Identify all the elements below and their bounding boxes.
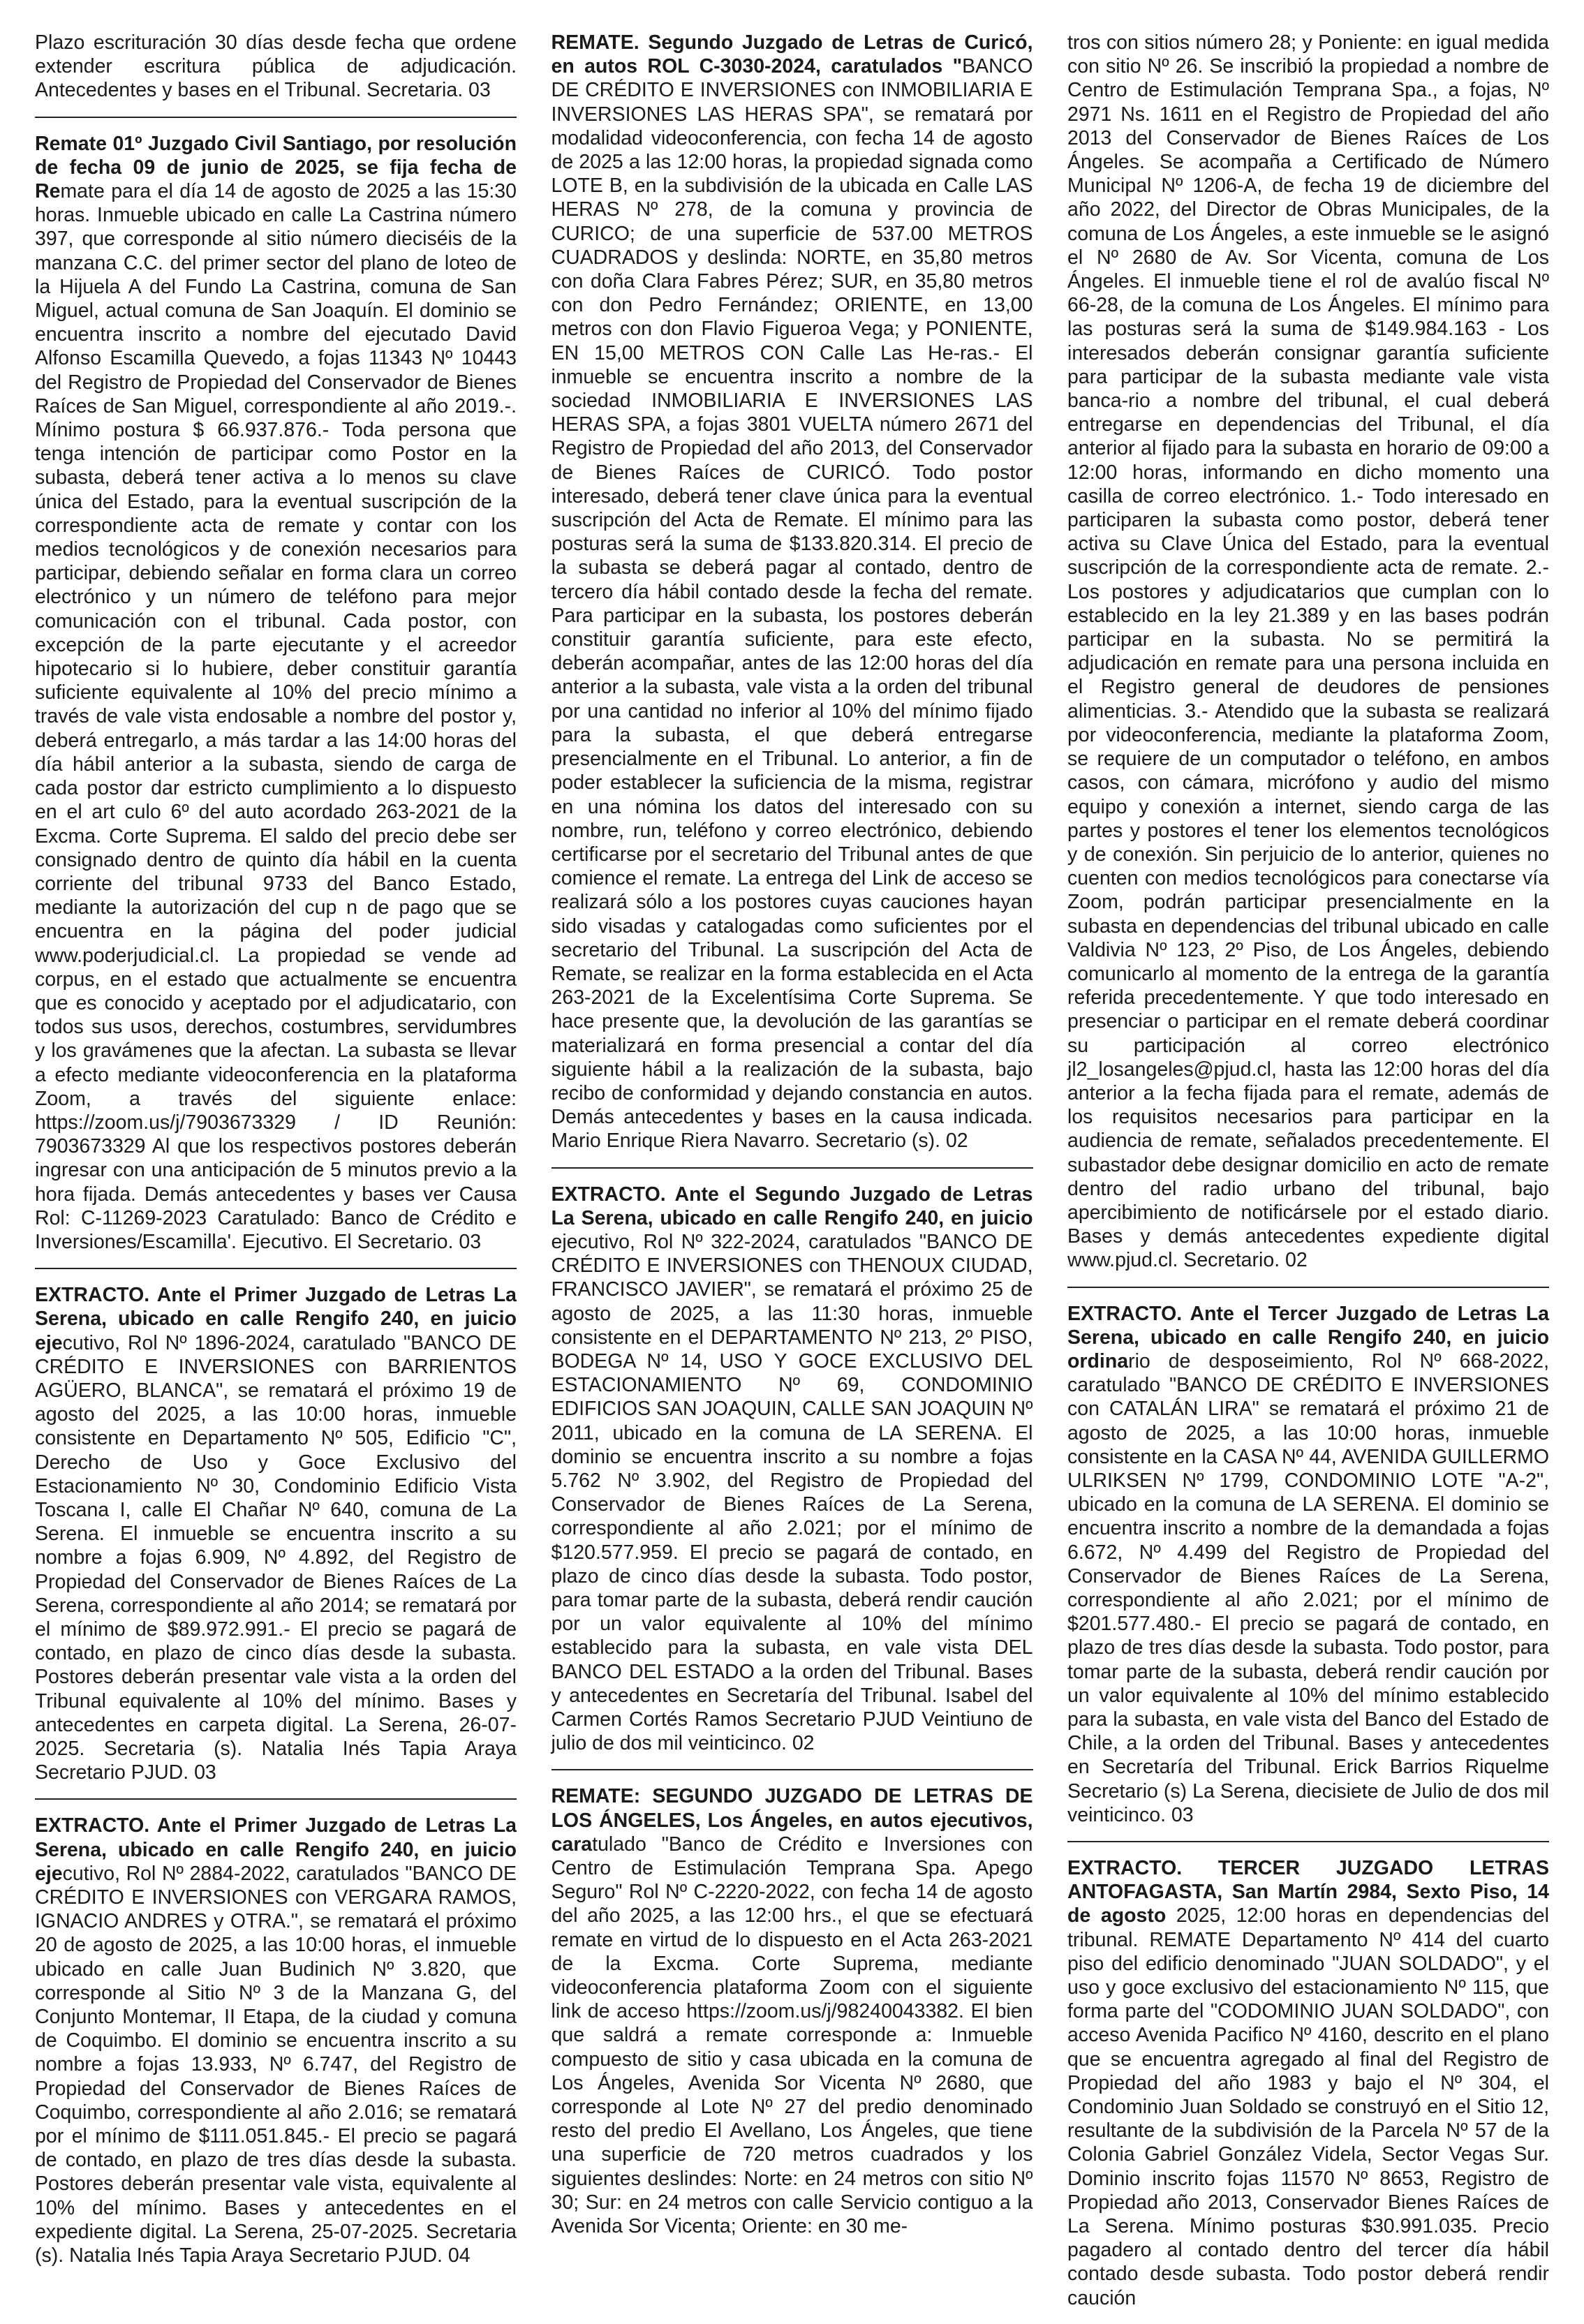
notice-extracto-primer-juzgado-1 [35, 1268, 517, 1798]
notice-remate-curico [552, 31, 1033, 1167]
notice-heading: EXTRACTO. Ante el Tercer Juzgado de Letras La Serena, ubicado en calle Rengifo 240, en juicio ordina [1067, 1302, 1549, 1372]
notice-body: BANCO DE CRÉDITO E INVERSIONES con INMOBILIARIA E INVERSIONES LAS HERAS SPA", se rematará por modalidad videoconferencia, con fecha 14 de agosto de 2025 a las 12:00 horas, la propiedad signada como LOTE B, en la subdivisión de la ubicada en Calle LAS HERAS Nº 278, de la comuna y provincia de CURICO; de una superficie de 537.00 METROS CUADRADOS y deslinda: NORTE, en 35,80 metros con doña Clara Fabres Pérez; SUR, en 35,80 metros con don Pedro Fernández; ORIENTE, en 13,00 metros con don Flavio Figueroa Vega; y PONIENTE, EN 15,00 METROS CON Calle Las He-ras.- El inmueble se encuentra inscrito a nombre de la sociedad INMOBILIARIA E INVERSIONES LAS HERAS SPA, a fojas 3801 VUELTA número 2671 del Registro de Propiedad del año 2013, del Conservador de Bienes Raíces de CURICÓ. Todo postor interesado, deberá tener clave única para la eventual suscripción del Acta de Remate. El mínimo para las posturas será la suma de $133.820.314. El precio de la subasta se deberá pagar al contado, dentro de tercero día hábil contado desde la fecha del remate. Para participar en la subasta, los postores deberán constituir garantía suficiente, para este efecto, deberán acompañar, antes de las 12:00 horas del día anterior a la subasta, vale vista a la orden del tribunal por una cantidad no inferior al 10% del mínimo fijado para la subasta, el que deberá entregarse presencialmente en el Tribunal. Lo anterior, a fin de poder establecer la suficiencia de la misma, registrar en una nómina los datos del interesado con su nombre, run, teléfono y correo electrónico, debiendo certificarse por el secretario del Tribunal antes de que comience el remate. La entrega del Link de acceso se realizará sólo a los postores cuyas cauciones hayan sido visadas y catalogadas como suficientes por el secretario del Tribunal. La suscripción del Acta de Remate, se realizar en la forma establecida en el Acta 263-2021 de la Excelentísima Corte Suprema. Se hace presente que, la devolución de las garantías se materializará en forma presencial a contar del día siguiente hábil a la realización de la subasta, bajo recibo de conformidad y dejando constancia en autos. Demás antecedentes y bases en la causa indicada. Mario Enrique Riera Navarro. Secretario (s). 02 [551, 55, 1033, 1153]
notice-body: cutivo, Rol Nº 1896-2024, caratulado "BANCO DE CRÉDITO E INVERSIONES con BARRIENTOS AGÜERO, BLANCA", se rematará el próximo 19 de agosto del 2025, a las 10:00 horas, inmueble consistente en Departamento Nº 505, Edificio "C", Derecho de Uso y Goce Exclusivo del Estacionamiento Nº 30, Condominio Edificio Vista Toscana I, calle El Chañar Nº 640, comuna de La Serena. El inmueble se encuentra inscrito a su nombre a fojas 6.909, Nº 4.892, del Registro de Propiedad del Conservador de Bienes Raíces de La Serena, correspondiente al año 2014; se rematará por el mínimo de $89.972.991.- El precio se pagará de contado, en plazo de cinco días desde la subasta. Postores deberán presentar vale vista a la orden del Tribunal equivalente al 10% del mínimo. Bases y antecedentes en carpeta digital. La Serena, 26-07-2025. Secretaria (s). Natalia Inés Tapia Araya Secretario PJUD. 03 [35, 1331, 517, 1784]
notice-body: rio de desposeimiento, Rol Nº 668-2022, caratulado "BANCO DE CRÉDITO E INVERSIONES con CATALÁN LIRA" se rematará el próximo 21 de agosto de 2025, a las 10:00 horas, inmueble consistente en la CASA Nº 44, AVENIDA GUILLERMO ULRIKSEN Nº 1799, CONDOMINIO LOTE "A-2", ubicado en la comuna de LA SERENA. El dominio se encuentra inscrito a nombre de la demandada a fojas 6.672, Nº 4.499 del Registro de Propiedad del Conservador de Bienes Raíces de La Serena, correspondiente al año 2.021; por el mínimo de $201.577.480.- El precio se pagará de contado, en plazo de tres días desde la subasta. Todo postor, para tomar parte de la subasta, deberá rendir caución por un valor equivalente al 10% del mínimo establecido para la subasta, en vale vista del Banco del Estado de Chile, a la orden del Tribunal. Bases y antecedentes en Secretaría del Tribunal. Erick Barrios Riquelme Secretario (s) La Serena, diecisiete de Julio de dos mil veinticinco. 03 [1067, 1349, 1549, 1826]
notice-heading: Remate 01º Juzgado Civil Santiago, por resolución de fecha 09 de junio de 2025, se fija fecha de Re [35, 132, 517, 203]
column-3 [1067, 31, 1549, 2309]
newspaper-page [35, 31, 1549, 2309]
notice-remate-los-angeles [552, 1769, 1033, 2252]
notice-extracto-segundo-juzgado [552, 1167, 1033, 1770]
notice-body: Plazo escrituración 30 días desde fecha que ordene extender escritura pública de adjudicación. Antecedentes y bases en el Tribunal. Secretaria. 03 [35, 31, 517, 102]
notice-heading: REMATE. Segundo Juzgado de Letras de Curicó, en autos ROL C-3030-2024, caratulados " [551, 31, 1033, 78]
notice-body: ejecutivo, Rol Nº 322-2024, caratulados "BANCO DE CRÉDITO E INVERSIONES con THENOUX CIUDAD, FRANCISCO JAVIER", se rematará el próximo 25 de agosto de 2025, a las 11:30 horas, inmueble consistente en el DEPARTAMENTO Nº 213, 2º PISO, BODEGA Nº 14, USO Y GOCE EXCLUSIVO DEL ESTACIONAMIENTO Nº 69, CONDOMINIO EDIFICIOS SAN JOAQUIN, CALLE SAN JOAQUIN Nº 2011, ubicado en la comuna de LA SERENA. El dominio se encuentra inscrito a su nombre a fojas 5.762 Nº 3.902, del Registro de Propiedad del Conservador de Bienes Raíces de La Serena, correspondiente al año 2.021; por el mínimo de $120.577.959. El precio se pagará de contado, en plazo de cinco días desde la subasta. Todo postor, para tomar parte de la subasta, deberá rendir caución por un valor equivalente al 10% del mínimo establecido para la subasta, en vale vista DEL BANCO DEL ESTADO a la orden del Tribunal. Bases y antecedentes en Secretaría del Tribunal. Isabel del Carmen Cortés Ramos Secretario PJUD Veintiuno de julio de dos mil veinticinco. 02 [551, 1230, 1033, 1755]
notice-extracto-antofagasta [1067, 1841, 1549, 2324]
column-1 [35, 31, 517, 2267]
notice-heading: REMATE: SEGUNDO JUZGADO DE LETRAS DE LOS ÁNGELES, Los Ángeles, en autos ejecutivos, cara [551, 1785, 1033, 1856]
notice-heading: EXTRACTO. Ante el Primer Juzgado de Letras La Serena, ubicado en calle Rengifo 240, en juicio eje [35, 1284, 517, 1354]
column-2 [552, 31, 1033, 2237]
notice-body: mate para el día 14 de agosto de 2025 a las 15:30 horas. Inmueble ubicado en calle La Castrina número 397, que corresponde al sitio número dieciséis de la manzana C.C. del primer sector del plano de loteo de la Hijuela A del Fundo La Castrina, comuna de San Miguel, actual comuna de San Joaquín. El dominio se encuentra inscrito a nombre del ejecutado David Alfonso Escamilla Quevedo, a fojas 11343 Nº 10443 del Registro de Propiedad del Conservador de Bienes Raíces de San Miguel, correspondiente al año 2019.-. Mínimo postura $ 66.937.876.- Toda persona que tenga intención de participar como Postor en la subasta, deberá tener activa a lo menos su clave única del Estado, para la eventual suscripción de la correspondiente acta de remate y contar con los medios tecnológicos y de conexión necesarios para participar, debiendo señalar en forma clara un correo electrónico y un número de teléfono para mejor comunicación con el tribunal. Cada postor, con excepción de la parte ejecutante y el acreedor hipotecario si lo hubiere, deber constituir garantía suficiente equivalente al 10% del precio mínimo a través de vale vista endosable a nombre del postor y, deberá entregarlo, a más tardar a las 14:00 horas del día hábil anterior a la subasta, siendo de carga de cada postor dar estricto cumplimiento a lo dispuesto en el art culo 6º del auto acordado 263-2021 de la Excma. Corte Suprema. El saldo del precio debe ser consignado dentro de quinto día hábil en la cuenta corriente del tribunal 9733 del Banco Estado, mediante la autorización del cup n de pago que se encuentra en la página del poder judicial www.poderjudicial.cl. La propiedad se vende ad corpus, en el estado que actualmente se encuentra que es conocido y aceptado por el adjudicatario, con todos sus usos, derechos, costumbres, servidumbres y los gravámenes que la afectan. La subasta se llevar a efecto mediante videoconferencia en la plataforma Zoom, a través del siguiente enlace: https://zoom.us/j/7903673329 / ID Reunión: 7903673329 Al que los respectivos postores deberán ingresar con una anticipación de 5 minutos previo a la hora fijada. Demás antecedentes y bases ver Causa Rol: C-11269-2023 Caratulado: Banco de Crédito e Inversiones/Escamilla'. Ejecutivo. El Secretario. 03 [35, 180, 517, 1253]
notice-body: tros con sitios número 28; y Poniente: en igual medida con sitio Nº 26. Se inscribió la propiedad a nombre de Centro de Estimulación Temprana Spa., a fojas, Nº 2971 Ns. 1611 en el Registro de Propiedad del año 2013 del Conservador de Bienes Raíces de Los Ángeles. Se acompaña a Certificado de Número Municipal Nº 1206-A, de fecha 19 de diciembre del año 2022, del Director de Obras Municipales, de la comuna de Los Ángeles, a este inmueble se le asignó el Nº 2680 de Av. Sor Vicenta, comuna de Los Ángeles. El inmueble tiene el rol de avalúo fiscal Nº 66-28, de la comuna de Los Ángeles. El mínimo para las posturas será la suma de $149.984.163 - Los interesados deberán consignar garantía suficiente para participar de la subasta mediante vale vista banca-rio a nombre del tribunal, el cual deberá entregarse en dependencias del Tribunal, el día anterior al fijado para la subasta en horario de 09:00 a 12:00 horas, informando en dicho momento una casilla de correo electrónico. 1.- Todo interesado en participaren la subasta como postor, deberá tener activa su Clave Única del Estado, para la eventual suscripción de la correspondiente acta de remate. 2.- Los postores y adjudicatarios que cumplan con lo establecido en la ley 21.389 y en las bases podrán participar en la subasta. No se permitirá la adjudicación en remate para una persona incluida en el Registro general de deudores de pensiones alimenticias. 3.- Atendido que la subasta se realizará por videoconferencia, mediante la plataforma Zoom, se requiere de un computador o teléfono, en ambos casos, con cámara, micrófono y audio del mismo equipo y conexión a internet, siendo carga de las partes y postores el tener los elementos tecnológicos y de conexión. Sin perjuicio de lo anterior, quienes no cuenten con medios tecnológicos para conectarse vía Zoom, podrán participar presencialmente en la subasta en dependencias del tribunal ubicado en calle Valdivia Nº 123, 2º Piso, de Los Ángeles, debiendo comunicarlo al momento de la entrega de la garantía referida precedentemente. Y que todo interesado en presenciar o participar en el remate deberá coordinar su participación al correo electrónico jl2_losangeles@pjud.cl, hasta las 12:00 horas del día anterior a la fecha fijada para el remate, además de los requisitos necesarios para participar en la audiencia de remate, señalados precedentemente. El subastador debe designar domicilio en acto de remate dentro del radio urbano del tribunal, bajo apercibimiento de notificársele por el estado diario. Bases y demás antecedentes expediente digital www.pjud.cl. Secretario. 02 [1067, 31, 1549, 1272]
notice-extracto-primer-juzgado-2 [35, 1798, 517, 2281]
notice-continuation [35, 31, 517, 117]
notice-heading: EXTRACTO. Ante el Primer Juzgado de Letras La Serena, ubicado en calle Rengifo 240, en juicio eje [35, 1814, 517, 1885]
notice-extracto-tercer-juzgado-serena [1067, 1287, 1549, 1841]
notice-continuation [1067, 31, 1549, 1287]
notice-body: cutivo, Rol Nº 2884-2022, caratulados "BANCO DE CRÉDITO E INVERSIONES con VERGARA RAMOS, IGNACIO ANDRES y OTRA.", se rematará el próximo 20 de agosto de 2025, a las 10:00 horas, el inmueble ubicado en calle Juan Budinich Nº 3.820, que corresponde al Sitio Nº 3 de la Manzana G, del Conjunto Montemar, II Etapa, de la ciudad y comuna de Coquimbo. El dominio se encuentra inscrito a su nombre a fojas 13.933, Nº 6.747, del Registro de Propiedad del Conservador de Bienes Raíces de Coquimbo, correspondiente al año 2.016; se rematará por el mínimo de $111.051.845.- El precio se pagará de contado, en plazo de tres días desde la subasta. Postores deberán presentar vale vista, equivalente al 10% del mínimo. Bases y antecedentes en el expediente digital. La Serena, 25-07-2025. Secretaria (s). Natalia Inés Tapia Araya Secretario PJUD. 04 [35, 1862, 517, 2267]
notice-body: tulado "Banco de Crédito e Inversiones con Centro de Estimulación Temprana Spa. Apego Seguro" Rol Nº C-2220-2022, con fecha 14 de agosto del año 2025, a las 12:00 hrs., el que se efectuará remate en virtud de lo dispuesto en el Acta 263-2021 de la Excma. Corte Suprema, mediante videoconferencia plataforma Zoom con el siguiente link de acceso https://zoom.us/j/98240043382. El bien que saldrá a remate corresponde a: Inmueble compuesto de sitio y casa ubicada en la comuna de Los Ángeles, Avenida Sor Vicenta Nº 2680, que corresponde al Lote Nº 27 del predio denominado resto del predio El Avellano, Los Ángeles, que tiene una superficie de 720 metros cuadrados y los siguientes deslindes: Norte: en 24 metros con sitio Nº 30; Sur: en 24 metros con calle Servicio contiguo a la Avenida Sor Vicenta; Oriente: en 30 me- [551, 1833, 1033, 2238]
notice-heading: EXTRACTO. TERCER JUZGADO LETRAS ANTOFAGASTA, San Martín 2984, Sexto Piso, 14 de agosto [1067, 1857, 1549, 1927]
notice-heading: EXTRACTO. Ante el Segundo Juzgado de Letras La Serena, ubicado en calle Rengifo 240, en juicio [551, 1183, 1033, 1229]
notice-remate-santiago [35, 117, 517, 1268]
notice-body: 2025, 12:00 horas en dependencias del tribunal. REMATE Departamento Nº 414 del cuarto piso del edificio denominado "JUAN SOLDADO", y el uso y goce exclusivo del estacionamiento Nº 115, que forma parte del "CODOMINIO JUAN SOLDADO", con acceso Avenida Pacifico Nº 4160, descrito en el plano que se encuentra agregado al final del Registro de Propiedad del año 1983 y bajo el Nº 304, el Condominio Juan Soldado se construyó en el Sitio 12, resultante de la subdivisión de la Parcela Nº 57 de la Colonia Gabriel González Videla, Sector Vegas Sur. Dominio inscrito fojas 11570 Nº 8653, Registro de Propiedad año 2013, Conservador Bienes Raíces de La Serena. Mínimo posturas $30.991.035. Precio pagadero al contado dentro del tercer día hábil contado desde subasta. Todo postor deberá rendir caución [1067, 1904, 1549, 2309]
